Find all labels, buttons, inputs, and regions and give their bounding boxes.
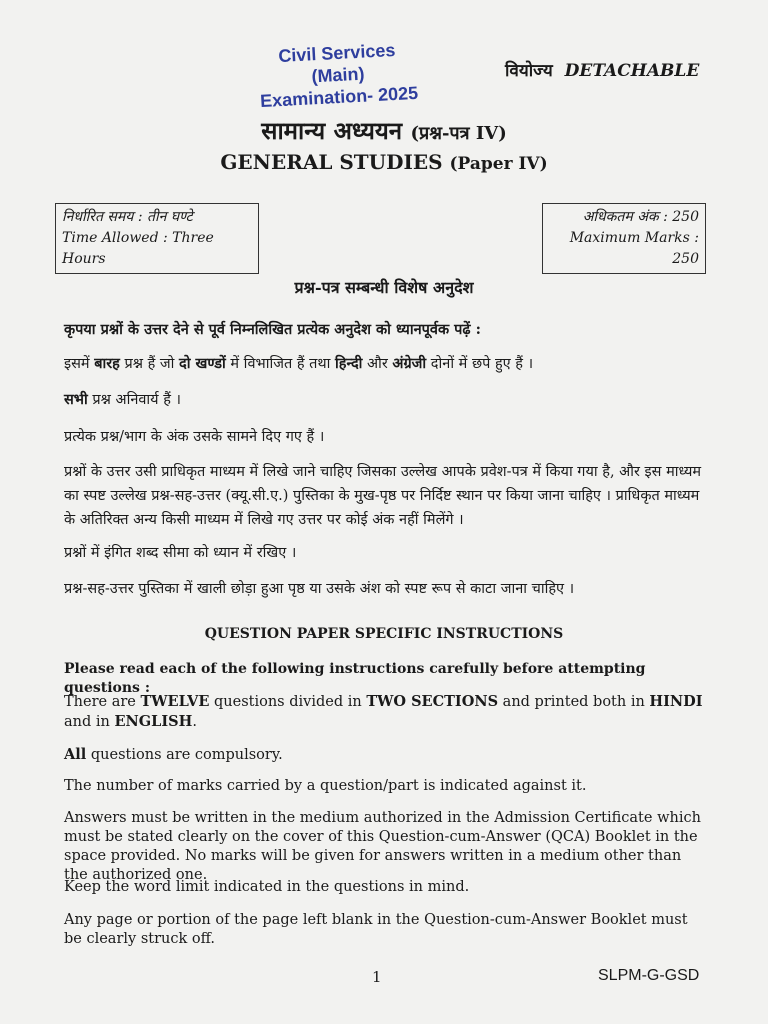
english-instruction-6: Any page or portion of the page left blank in the Question-cum-Answer Booklet must be clearly struck off. [64,912,688,947]
time-allowed-hindi: निर्धारित समय : तीन घण्टे [62,209,193,225]
hindi-instructions-heading: प्रश्न-पत्र सम्बन्धी विशेष अनुदेश [294,278,474,297]
hindi-i1-text: इसमें [64,356,95,372]
title-english [0,150,768,174]
hindi-instruction-4: प्रश्नों के उत्तर उसी प्राधिकृत माध्यम में लिखे जाने चाहिए जिसका उल्लेख आपके प्रवेश-पत्र में किया गया है, और इस माध्यम का स्पष्ट उल्लेख प्रश्न-सह-उत्तर (क्यू.सी.ए.) पुस्तिका के मुख-पृष्ठ पर निर्दिष्ट स्थान पर किया जाना चाहिए । प्राधिकृत माध्यम के अतिरिक्त अन्य किसी माध्यम में लिखे गए उत्तर पर कोई अंक नहीं मिलेंगे । [64,464,702,528]
exam-name: Civil Services (Main) [277,39,396,87]
english-instruction-2 [64,745,706,765]
hindi-i1-text: प्रश्न हैं जो [119,356,180,372]
en-i1-hindi: HINDI [649,693,703,710]
en-i1-text: and printed both in [498,694,650,710]
exam-stamp [256,38,419,112]
en-i1-english: ENGLISH [114,713,193,730]
detachable-hindi: वियोज्य [505,61,553,81]
hindi-i1-text: दोनों में छपे हुए हैं । [426,356,534,372]
hindi-i1-twelve: बारह [94,355,120,372]
title-hindi [0,114,768,147]
english-instructions-intro: Please read each of the following instructions carefully before attempting questions : [64,661,646,696]
en-i1-text: . [192,714,197,730]
exam-year: Examination- 2025 [259,82,419,112]
hindi-instruction-3: प्रत्येक प्रश्न/भाग के अंक उसके सामने दिए गए हैं । [64,429,325,445]
maximum-marks-english: Maximum Marks : 250 [569,230,699,267]
hindi-i2-all: सभी [64,391,88,408]
en-i1-text: questions divided in [209,694,367,710]
hindi-instruction-6: प्रश्न-सह-उत्तर पुस्तिका में खाली छोड़ा हुआ पृष्ठ या उसके अंश को स्पष्ट रूप से काटा जाना चाहिए । [64,581,575,597]
time-allowed-english: Time Allowed : Three Hours [62,230,214,267]
hindi-i1-text: में विभाजित हैं तथा [225,356,336,372]
time-allowed-box [55,203,259,274]
maximum-marks-box [542,203,706,274]
hindi-instruction-5: प्रश्नों में इंगित शब्द सीमा को ध्यान में रखिए । [64,545,297,561]
title-hindi-paper: (प्रश्न-पत्र IV) [410,123,507,144]
detachable-label [505,58,699,81]
english-instruction-1 [64,692,706,732]
hindi-instruction-1 [64,352,706,376]
hindi-i2-text: प्रश्न अनिवार्य हैं । [87,392,182,408]
en-i2-text: questions are compulsory. [86,747,283,763]
english-instructions-heading: QUESTION PAPER SPECIFIC INSTRUCTIONS [204,626,564,642]
english-instruction-3: The number of marks carried by a question/part is indicated against it. [64,778,587,794]
detachable-english: DETACHABLE [564,61,700,81]
title-hindi-main: सामान्य अध्ययन [261,116,403,145]
hindi-i1-two-sections: दो खण्डों [179,355,226,372]
english-instruction-4: Answers must be written in the medium authorized in the Admission Certificate which must be stated clearly on the cover of this Question-cum-Answer (QCA) Booklet in the space provided. No marks will be given for answers written in a medium other than the authorized one. [64,810,701,883]
maximum-marks-hindi: अधिकतम अंक : 250 [582,209,699,225]
paper-code: SLPM-G-GSD [598,967,700,984]
en-i1-two-sections: TWO SECTIONS [366,693,499,710]
title-english-paper: (Paper IV) [449,154,548,174]
english-instruction-5: Keep the word limit indicated in the questions in mind. [64,879,470,895]
en-i1-text: There are [64,694,141,710]
en-i2-all: All [64,746,87,763]
hindi-i1-hindi: हिन्दी [335,355,363,372]
en-i1-twelve: TWELVE [140,693,210,710]
title-english-main: GENERAL STUDIES [220,150,443,174]
hindi-i1-text: और [362,356,393,372]
hindi-i1-english: अंग्रेजी [392,355,427,372]
en-i1-text: and in [64,714,115,730]
hindi-instructions-intro: कृपया प्रश्नों के उत्तर देने से पूर्व निम्नलिखित प्रत्येक अनुदेश को ध्यानपूर्वक पढ़ें : [64,321,481,338]
page-number: 1 [372,968,382,986]
hindi-instruction-2 [64,388,706,412]
